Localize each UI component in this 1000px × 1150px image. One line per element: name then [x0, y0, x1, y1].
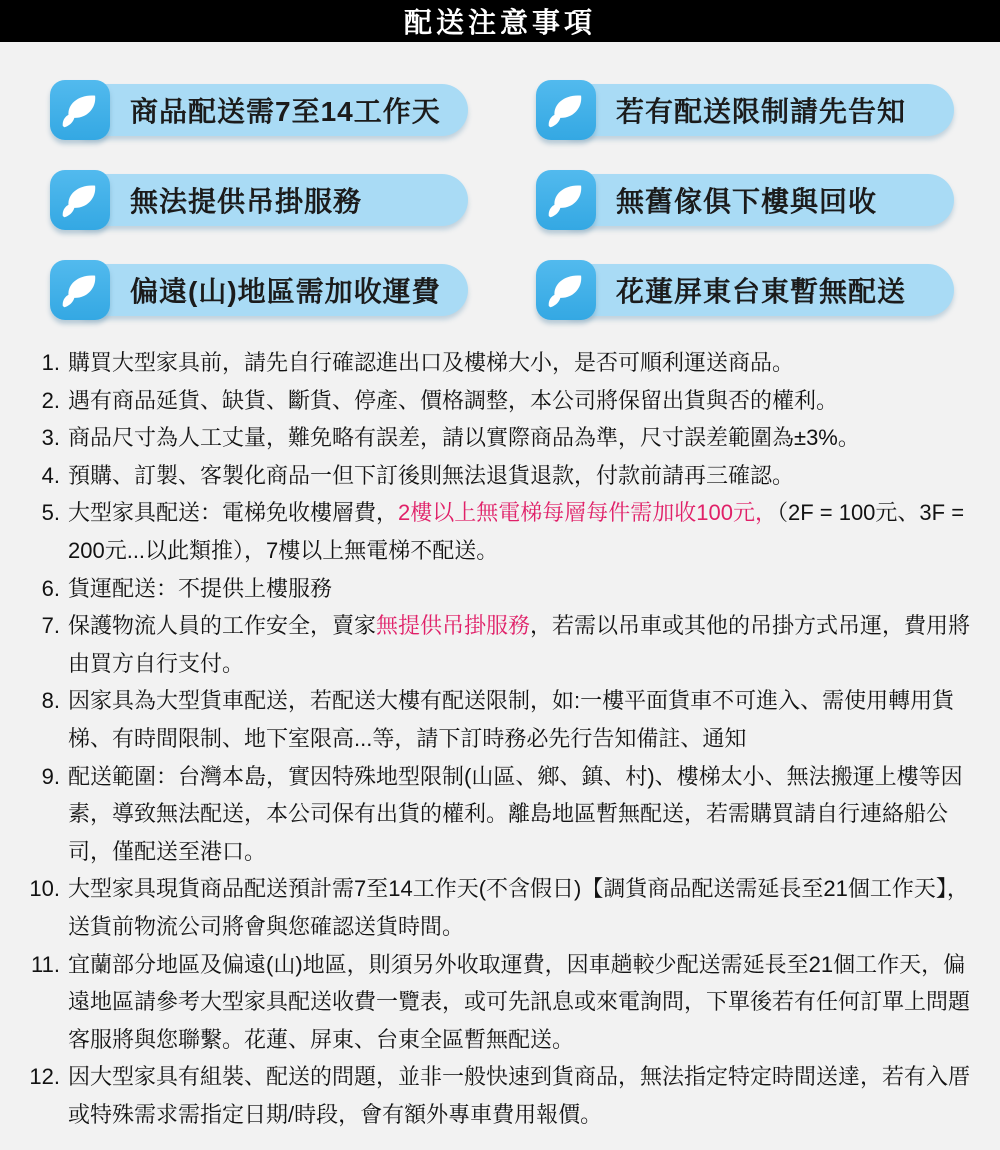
- note-segment: 大型家具配送：電梯免收樓層費，: [68, 500, 399, 526]
- note-number: 6.: [41, 575, 60, 601]
- note-text: [68, 1058, 976, 1133]
- note-text: [68, 457, 976, 495]
- note-text: [68, 607, 976, 682]
- delivery-badge: [50, 170, 468, 230]
- note-item: [16, 1058, 976, 1133]
- badge-grid: [0, 42, 1000, 320]
- note-text: [68, 570, 976, 608]
- note-text: [68, 682, 976, 757]
- delivery-badge: [50, 80, 468, 140]
- note-item: [16, 682, 976, 757]
- leaf-icon: [50, 80, 110, 140]
- note-number: 10.: [29, 876, 60, 902]
- badge-pill: [78, 174, 468, 226]
- note-highlight-text: 2樓以上無電梯每層每件需加收100元，: [398, 500, 777, 526]
- delivery-badge: [536, 260, 954, 320]
- note-segment: 貨運配送：不提供上樓服務: [68, 575, 333, 601]
- badge-pill: [78, 84, 468, 136]
- note-item: [16, 382, 976, 420]
- note-number: 3.: [41, 425, 60, 451]
- badge-label: 無舊傢俱下樓與回收: [616, 186, 878, 217]
- note-number: 9.: [41, 763, 60, 789]
- leaf-icon: [536, 170, 596, 230]
- note-segment: 商品尺寸為人工丈量，難免略有誤差，請以實際商品為準，尺寸誤差範圍為±3%。: [68, 425, 860, 451]
- badge-label: 無法提供吊掛服務: [130, 186, 363, 217]
- note-item: [16, 946, 976, 1059]
- badge-pill: [564, 264, 954, 316]
- note-item: [16, 344, 976, 382]
- note-text: [68, 870, 976, 945]
- note-segment: 大型家具現貨商品配送預計需7至14工作天(不含假日)【調貨商品配送需延長至21個工作天】，送貨前物流公司將會與您確認送貨時間。: [68, 876, 969, 939]
- note-text: [68, 494, 976, 569]
- leaf-icon: [50, 170, 110, 230]
- badge-label: 若有配送限制請先告知: [616, 96, 907, 127]
- delivery-badge: [536, 170, 954, 230]
- note-segment: 預購、訂製、客製化商品一但下訂後則無法退貨退款，付款前請再三確認。: [68, 462, 795, 488]
- note-item: [16, 494, 976, 569]
- note-text: [68, 946, 976, 1059]
- note-highlight-text: 無提供吊掛服務: [376, 613, 531, 639]
- page-title: 配送注意事項: [403, 7, 596, 38]
- note-item: [16, 419, 976, 457]
- leaf-icon: [536, 80, 596, 140]
- note-item: [16, 870, 976, 945]
- badge-pill: [78, 264, 468, 316]
- note-text: [68, 344, 976, 382]
- note-number: 4.: [41, 462, 60, 488]
- badge-pill: [564, 84, 954, 136]
- note-text: [68, 758, 976, 871]
- note-item: [16, 607, 976, 682]
- note-number: 12.: [29, 1064, 60, 1090]
- note-segment: 保護物流人員的工作安全，賣家: [68, 613, 377, 639]
- note-segment: ，若需以吊車或其他的吊掛方式吊運，費用將由買方自行支付。: [68, 613, 971, 676]
- badge-label: 商品配送需7至14工作天: [130, 96, 441, 127]
- leaf-icon: [536, 260, 596, 320]
- note-segment: 因家具為大型貨車配送，若配送大樓有配送限制，如:一樓平面貨車不可進入、需使用轉用貨梯、有時間限制、地下室限高...等，請下訂時務必先行告知備註、通知: [68, 688, 955, 751]
- note-text: [68, 382, 976, 420]
- badge-label: 偏遠(山)地區需加收運費: [130, 276, 441, 307]
- note-number: 5.: [41, 500, 60, 526]
- note-number: 2.: [41, 387, 60, 413]
- note-number: 1.: [41, 350, 60, 375]
- delivery-badge: [50, 260, 468, 320]
- badge-pill: [564, 174, 954, 226]
- delivery-badge: [536, 80, 954, 140]
- note-number: 8.: [41, 688, 60, 714]
- note-segment: 購買大型家具前，請先自行確認進出口及樓梯大小，是否可順利運送商品。: [68, 350, 795, 375]
- note-item: [16, 570, 976, 608]
- note-segment: 因大型家具有組裝、配送的問題，並非一般快速到貨商品，無法指定特定時間送達，若有入厝或特殊需求需指定日期/時段，會有額外專車費用報價。: [68, 1064, 971, 1127]
- note-item: [16, 758, 976, 871]
- note-segment: 遇有商品延貨、缺貨、斷貨、停產、價格調整，本公司將保留出貨與否的權利。: [68, 387, 839, 413]
- page-title-bar: [0, 0, 1000, 42]
- badge-label: 花蓮屏東台東暫無配送: [616, 276, 907, 307]
- note-number: 7.: [41, 613, 60, 639]
- note-segment: 宜蘭部分地區及偏遠(山)地區，則須另外收取運費，因車趟較少配送需延長至21個工作天，偏遠地區請參考大型家具配送收費一覽表，或可先訊息或來電詢問，下單後若有任何訂單上問題客服將與您聯繫。花蓮、屏東、台東全區暫無配送。: [68, 951, 971, 1052]
- delivery-notes-list: [0, 344, 1000, 1133]
- note-segment: （2F = 100元、3F = 200元...以此類推），7樓以上無電梯不配送。: [68, 500, 965, 563]
- note-item: [16, 457, 976, 495]
- note-text: [68, 419, 976, 457]
- note-segment: 配送範圍：台灣本島，實因特殊地型限制(山區、鄉、鎮、村)、樓梯太小、無法搬運上樓等因素，導致無法配送，本公司保有出貨的權利。離島地區暫無配送，若需購買請自行連絡船公司，僅配送至港口。: [68, 763, 963, 864]
- note-number: 11.: [31, 951, 60, 977]
- leaf-icon: [50, 260, 110, 320]
